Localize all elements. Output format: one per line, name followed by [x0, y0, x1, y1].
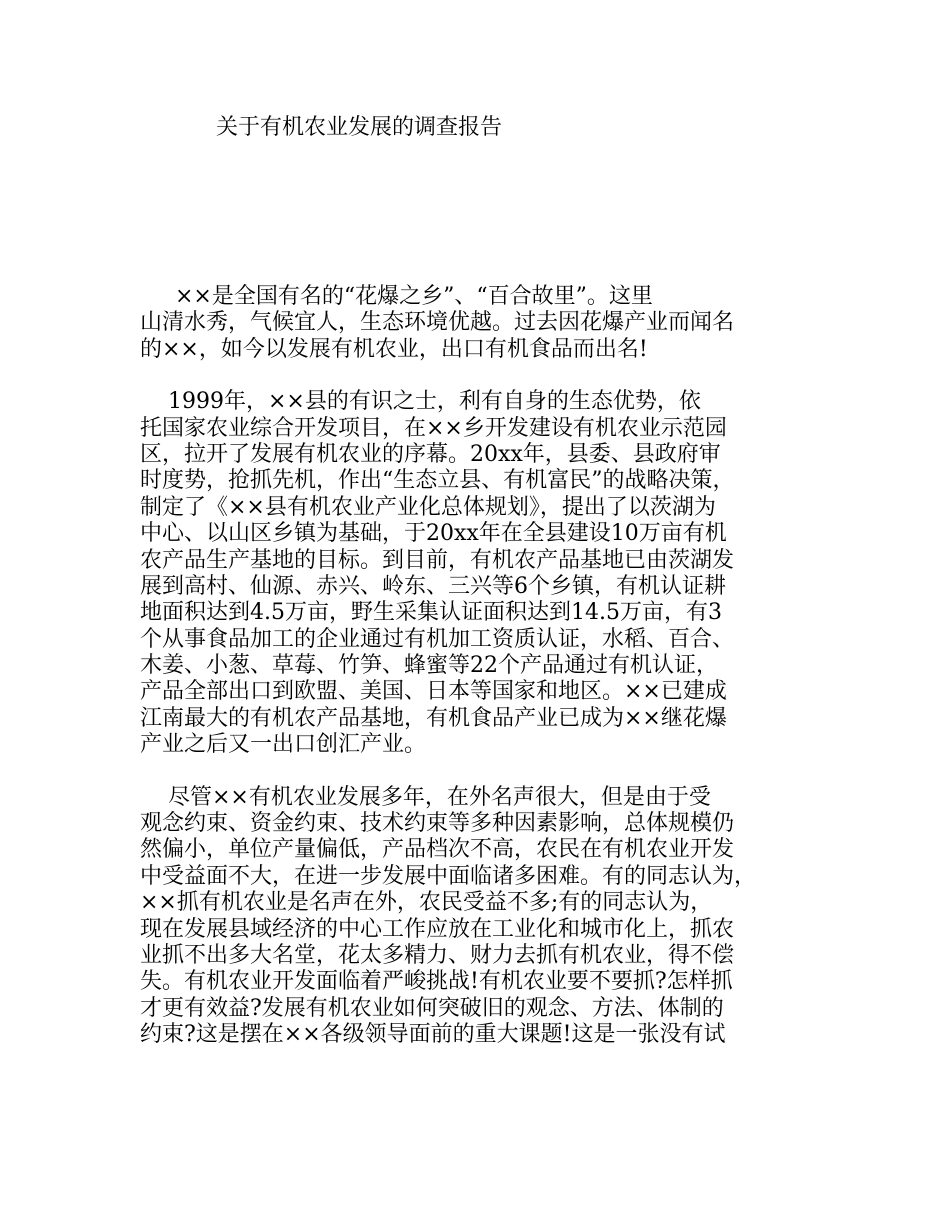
text-line: 中受益面不大，在进一步发展中面临诸多困难。有的同志认为，	[140, 863, 757, 889]
text-line: ××是全国有名的“花爆之乡”、“百合故里”。这里	[140, 284, 653, 309]
text-line: 约束?这是摆在××各级领导面前的重大课题!这是一张没有试	[140, 1022, 726, 1048]
text-line: 地面积达到4.5万亩，野生采集认证面积达到14.5万亩，有3	[140, 600, 722, 626]
text-line: 区，拉开了发展有机农业的序幕。20xx年，县委、县政府审	[140, 441, 721, 467]
document-title: 关于有机农业发展的调查报告	[216, 115, 503, 140]
text-line: 时度势，抢抓先机，作出“生态立县、有机富民”的战略决策，	[140, 468, 735, 494]
paragraph	[140, 284, 840, 363]
text-line: 的××，如今以发展有机农业，出口有机食品而出名!	[140, 336, 648, 362]
text-line: 1999年，××县的有识之士，利有自身的生态优势，依	[140, 389, 701, 415]
text-line: 制定了《××县有机农业产业化总体规划》，提出了以茨湖为	[140, 494, 716, 520]
text-line: 观念约束、资金约束、技术约束等多种因素影响，总体规模仍	[140, 811, 735, 837]
text-line: 产业之后又一出口创汇产业。	[140, 732, 427, 758]
text-line: 业抓不出多大名堂，花太多精力、财力去抓有机农业，得不偿	[140, 942, 735, 968]
text-line: 个从事食品加工的企业通过有机加工资质认证，水稻、百合、	[140, 626, 735, 652]
text-line: 中心、以山区乡镇为基础，于20xx年在全县建设10万亩有机	[140, 521, 727, 547]
text-line: 江南最大的有机农产品基地，有机食品产业已成为××继花爆	[140, 705, 727, 731]
text-line: 山清水秀，气候宜人，生态环境优越。过去因花爆产业而闻名	[140, 310, 735, 336]
text-line: ××抓有机农业是名声在外，农民受益不多;有的同志认为，	[140, 890, 713, 916]
text-line: 才更有效益?发展有机农业如何突破旧的观念、方法、体制的	[140, 995, 724, 1021]
text-line: 展到高村、仙源、赤兴、岭东、三兴等6个乡镇，有机认证耕	[140, 573, 726, 599]
text-line: 产品全部出口到欧盟、美国、日本等国家和地区。××已建成	[140, 679, 727, 705]
text-line: 失。有机农业开发面临着严峻挑战!有机农业要不要抓?怎样抓	[140, 969, 733, 995]
text-line: 然偏小，单位产量偏低，产品档次不高，农民在有机农业开发	[140, 837, 735, 863]
text-line: 托国家农业综合开发项目，在××乡开发建设有机农业示范园	[140, 415, 727, 441]
paragraph	[140, 389, 840, 758]
text-line: 尽管××有机农业发展多年，在外名声很大，但是由于受	[140, 784, 711, 810]
document-body	[140, 284, 840, 1075]
paragraph	[140, 785, 840, 1049]
text-line: 现在发展县域经济的中心工作应放在工业化和城市化上，抓农	[140, 916, 735, 942]
text-line: 农产品生产基地的目标。到目前，有机农产品基地已由茨湖发	[140, 547, 735, 573]
text-line: 木姜、小葱、草莓、竹笋、蜂蜜等22个产品通过有机认证，	[140, 653, 718, 679]
